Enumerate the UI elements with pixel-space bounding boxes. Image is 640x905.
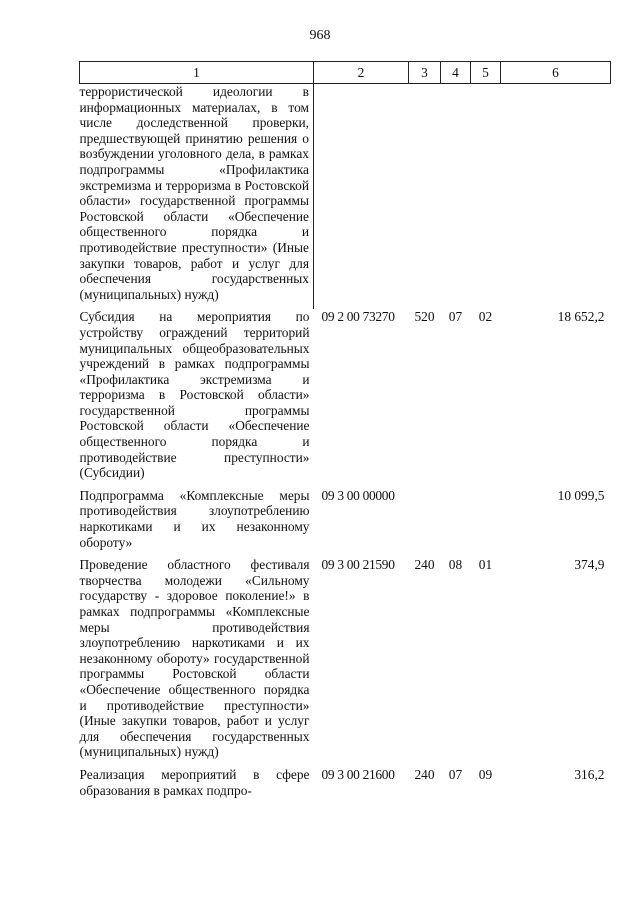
table-row <box>80 767 611 798</box>
header-col-3: 3 <box>409 62 441 84</box>
row-amount: 374,9 <box>574 557 605 573</box>
row-col-3 <box>409 84 441 310</box>
row-col-4: 07 <box>448 766 463 782</box>
header-row <box>80 62 611 84</box>
row-col-3: 240 <box>414 766 435 782</box>
row-amount: 18 652,2 <box>557 309 605 325</box>
row-description: Подпрограмма «Комплексные меры противодействия злоупотреблению наркотиками и их незаконному обороту» <box>79 487 310 550</box>
table-row <box>80 84 611 310</box>
row-col-4 <box>441 488 471 557</box>
row-amount <box>501 84 611 310</box>
row-code: 09 2 00 73270 <box>321 309 395 325</box>
budget-table <box>79 61 611 798</box>
row-description: Реализация мероприятий в сфере образования в рамках подпро- <box>79 766 310 798</box>
row-col-5: 02 <box>478 309 493 325</box>
row-col-3: 520 <box>414 309 435 325</box>
row-col-3 <box>409 488 441 557</box>
row-amount: 316,2 <box>574 766 605 782</box>
row-col-5 <box>471 488 501 557</box>
table-row <box>80 488 611 557</box>
row-col-4: 07 <box>448 309 463 325</box>
row-col-5: 09 <box>478 766 493 782</box>
row-code: 09 3 00 21600 <box>321 766 395 782</box>
row-code: 09 3 00 00000 <box>321 487 395 503</box>
header-col-1: 1 <box>80 62 314 84</box>
row-col-5: 01 <box>478 557 493 573</box>
row-col-3: 240 <box>414 557 435 573</box>
header-col-2: 2 <box>314 62 409 84</box>
row-col-4 <box>441 84 471 310</box>
table-body <box>80 84 611 799</box>
table-row <box>80 557 611 767</box>
header-col-6: 6 <box>501 62 611 84</box>
table-row <box>80 309 611 488</box>
header-col-5: 5 <box>471 62 501 84</box>
row-col-4: 08 <box>448 557 463 573</box>
header-col-4: 4 <box>441 62 471 84</box>
row-code <box>314 84 409 310</box>
row-description: Проведение областного фестиваля творчества молодежи «Сильному государству - здоровое поколение!» в рамках подпрограммы «Комплексные меры противодействия злоупотреблению наркотиками и их незаконному обороту» государственной программы Ростовской области «Обеспечение общественного порядка и противодействие преступности» (Иные закупки товаров, работ и услуг для обеспечения государственных (муниципальных) нужд) <box>79 557 310 760</box>
row-description: Субсидия на мероприятия по устройству ограждений территорий муниципальных общеобразовательных учреждений в рамках подпрограммы «Профилактика экстремизма и терроризма в Ростовской области» государственной программы Ростовской области «Обеспечение общественного порядка и противодействие преступности» (Субсидии) <box>79 309 310 481</box>
page-number: 968 <box>309 28 331 43</box>
row-description: террористической идеологии в информационных материалах, в том числе доследственной проверки, предшествующей принятию решения о возбуждении уголовного дела, в рамках подпрограммы «Профилактика экстремизма и терроризма в Ростовской области» государственной программы Ростовской области «Обеспечение общественного порядка и противодействие преступности» (Иные закупки товаров, работ и услуг для обеспечения государственных (муниципальных) нужд) <box>79 84 309 302</box>
row-col-5 <box>471 84 501 310</box>
table-header <box>80 62 611 84</box>
row-code: 09 3 00 21590 <box>321 557 395 573</box>
row-amount: 10 099,5 <box>557 487 605 503</box>
